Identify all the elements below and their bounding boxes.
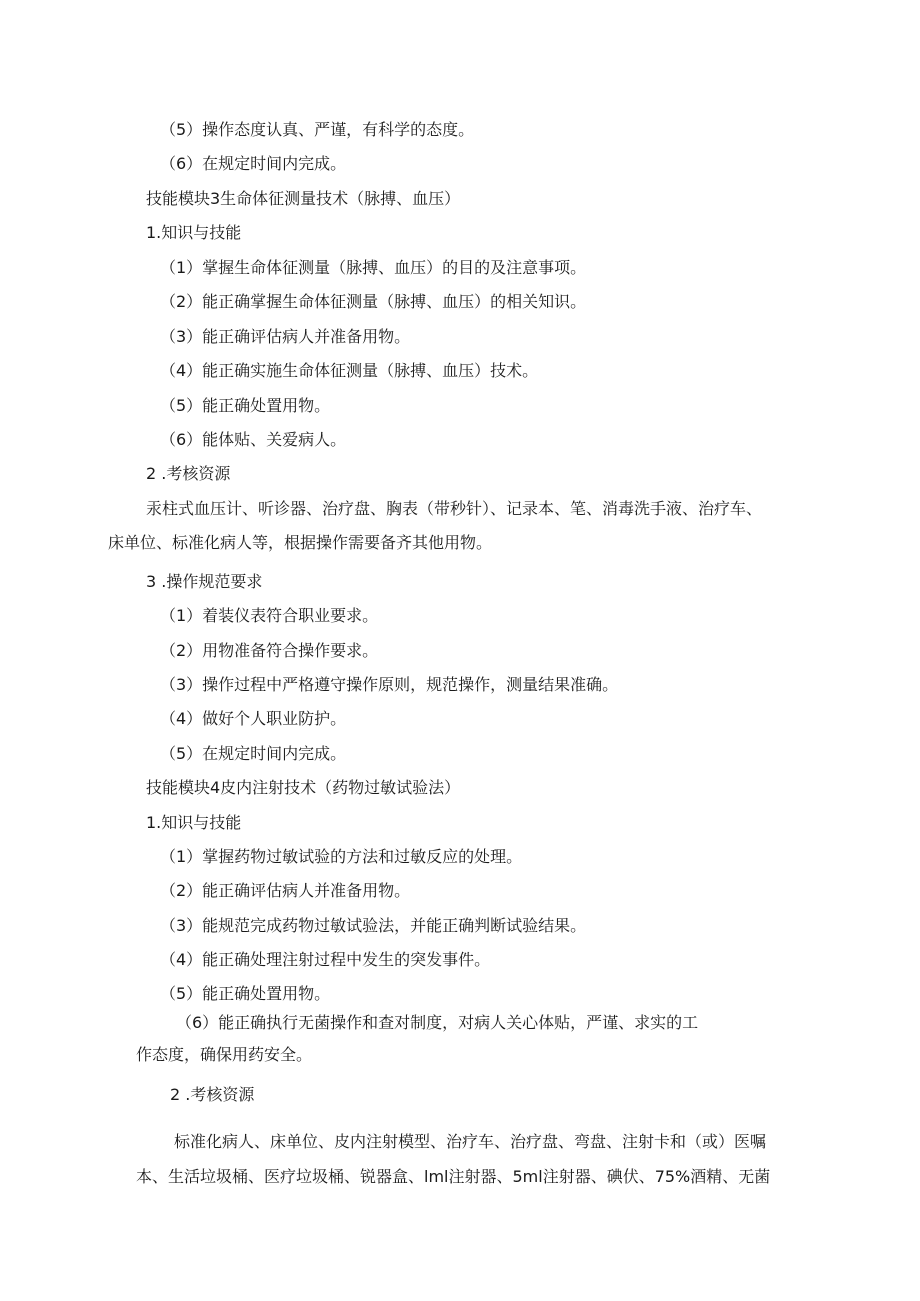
text-line: （2）用物准备符合操作要求。 bbox=[160, 641, 379, 660]
text-line: （1）着装仪表符合职业要求。 bbox=[160, 606, 379, 625]
text-line: （4）能正确处理注射过程中发生的突发事件。 bbox=[160, 950, 491, 969]
text-line: （1）掌握生命体征测量（脉搏、血压）的目的及注意事项。 bbox=[160, 258, 587, 277]
text-line: （5）能正确处置用物。 bbox=[160, 984, 331, 1003]
subsection-heading: 1.知识与技能 bbox=[146, 813, 242, 832]
text-line: （5）操作态度认真、严谨，有科学的态度。 bbox=[160, 120, 475, 139]
text-line: （1）掌握药物过敏试验的方法和过敏反应的处理。 bbox=[160, 847, 523, 866]
subsection-heading: 3 .操作规范要求 bbox=[146, 572, 263, 591]
subsection-heading: 2 .考核资源 bbox=[170, 1085, 255, 1104]
text-line: （2）能正确掌握生命体征测量（脉搏、血压）的相关知识。 bbox=[160, 292, 587, 311]
text-line: （4）做好个人职业防护。 bbox=[160, 709, 347, 728]
text-line: 汞柱式血压计、听诊器、治疗盘、胸表（带秒针）、记录本、笔、消毒洗手液、治疗车、 bbox=[146, 499, 763, 518]
subsection-heading: 1.知识与技能 bbox=[146, 223, 242, 242]
text-line: （6）能正确执行无菌操作和查对制度，对病人关心体贴，严谨、求实的工 bbox=[176, 1013, 699, 1032]
text-line: （5）能正确处置用物。 bbox=[160, 396, 331, 415]
section-heading: 技能模块3生命体征测量技术（脉搏、血压） bbox=[146, 189, 461, 208]
subsection-heading: 2 .考核资源 bbox=[146, 464, 231, 483]
text-line: 床单位、标准化病人等，根据操作需要备齐其他用物。 bbox=[108, 533, 493, 552]
text-line: 标准化病人、床单位、皮内注射模型、治疗车、治疗盘、弯盘、注射卡和（或）医嘱 bbox=[174, 1132, 767, 1151]
text-line: （5）在规定时间内完成。 bbox=[160, 744, 347, 763]
text-line: （3）能正确评估病人并准备用物。 bbox=[160, 327, 411, 346]
text-line: （6）在规定时间内完成。 bbox=[160, 154, 347, 173]
text-line: 作态度，确保用药安全。 bbox=[136, 1045, 313, 1064]
section-heading: 技能模块4皮内注射技术（药物过敏试验法） bbox=[146, 778, 461, 797]
text-line: （3）操作过程中严格遵守操作原则，规范操作，测量结果准确。 bbox=[160, 675, 619, 694]
text-line: （3）能规范完成药物过敏试验法，并能正确判断试验结果。 bbox=[160, 916, 587, 935]
text-line: （6）能体贴、关爱病人。 bbox=[160, 430, 347, 449]
text-line: 本、生活垃圾桶、医疗垃圾桶、锐器盒、lml注射器、5ml注射器、碘伏、75%酒精、无菌 bbox=[136, 1167, 771, 1186]
text-line: （2）能正确评估病人并准备用物。 bbox=[160, 881, 411, 900]
text-line: （4）能正确实施生命体征测量（脉搏、血压）技术。 bbox=[160, 361, 539, 380]
